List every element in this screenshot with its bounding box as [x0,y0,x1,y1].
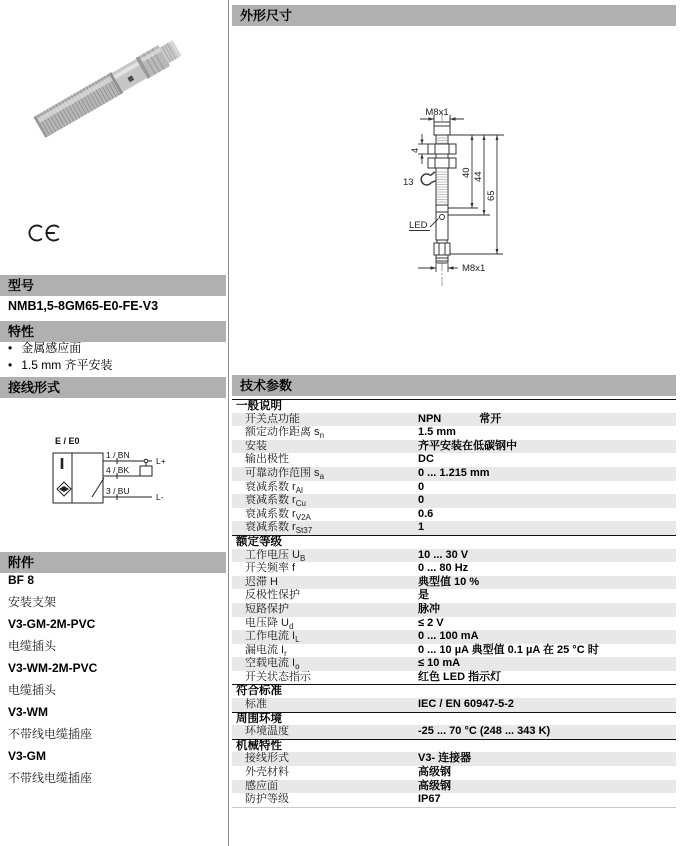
row-label-subscript: St37 [295,526,313,535]
row-label-subscript: Cu [295,499,306,508]
connection-section-header: 接线形式 [0,377,226,398]
table-row [232,426,676,440]
row-label-subscript: L [295,635,300,644]
table-row [232,617,676,631]
table-row [232,521,676,535]
table-row [232,657,676,671]
accessory-description: 电缆插头 [8,683,57,697]
row-value: 典型值 10 % [418,575,480,588]
table-row [232,603,676,617]
accessory-model: V3-GM-2M-PVC [8,617,96,631]
row-label: 感应面 [245,779,278,792]
row-label-subscript: r [284,648,287,658]
row-value: -25 ... 70 °C (248 ... 343 K) [418,725,551,738]
row-value: ≤ 10 mA [418,657,461,670]
table-row [232,440,676,454]
row-label-subscript: V2A [295,512,311,522]
row-label: 反极性保护 [245,589,300,602]
dim-40-label: 40 [461,167,472,178]
accessory-model: V3-GM [8,749,47,763]
right-column [232,0,676,846]
row-value: 脉冲 [418,602,440,615]
table-row [232,671,676,685]
model-section-header: 型号 [0,275,226,296]
row-label: 额定动作距离 $s_n$ [245,426,325,440]
table-row [232,780,676,794]
row-label: 可靠动作范围 $s_a$ [245,466,325,481]
dim-nut-height-label: 4 [410,147,420,153]
row-label: 工作电流 $I_L$ [245,630,300,644]
row-value: 0 ... 10 µA 典型值 0.1 µA 在 25 °C 时 [418,643,599,656]
row-value: 0 [418,494,425,507]
wiring-variant-label: E / E0 [55,436,80,446]
features-list [8,340,113,374]
accessories-list [8,571,97,786]
feature-item: • 1.5 mm 齐平安装 [8,357,113,374]
row-label: 工作电压 $U_B$ [245,548,306,563]
table-row [232,467,676,481]
dim-wrench-size-label: 13 [403,177,414,188]
table-row [232,725,676,739]
row-label: 环境温度 [245,725,289,738]
dim-thread-bottom-label: M8x1 [462,263,486,274]
table-row [232,752,676,766]
row-label: 空载电流 $I_o$ [245,657,300,671]
row-value: IEC / EN 60947-5-2 [418,698,514,711]
row-label-subscript: B [300,553,306,563]
wire-pin3-label: 3 / BU [106,486,130,496]
tech-table [232,399,676,808]
ce-mark-icon [28,224,68,243]
row-label: 衰减系数 $r_{St37}$ [245,521,313,535]
row-value: 高级钢 [418,766,451,779]
row-label: 接线形式 [245,752,289,765]
table-row [232,766,676,780]
accessory-model: V3-WM-2M-PVC [8,661,98,675]
feature-item: • 金属感应面 [8,340,113,357]
tech-subsection-title: 机械特性 [232,739,676,753]
row-label: 开关频率 f [245,562,296,575]
row-value: DC [418,453,434,466]
row-value: IP67 [418,793,441,806]
row-value: 1 [418,521,425,534]
row-value: 高级钢 [418,779,451,792]
table-row [232,562,676,576]
accessory-description: 安装支架 [8,595,57,609]
dim-thread-top-label: M8x1 [425,107,449,118]
model-number: NMB1,5-8GM65-E0-FE-V3 [8,299,159,313]
row-value-secondary: 常开 [479,412,502,425]
table-row [232,644,676,658]
accessory-model: BF 8 [8,573,35,587]
row-value: 红色 LED 指示灯 [418,670,502,683]
row-label: 短路保护 [245,602,289,615]
row-value: V3- 连接器 [418,752,472,765]
tech-subsection-title: 周围环境 [232,712,676,726]
column-divider [228,0,229,846]
row-value: NPN 常开 [418,412,502,425]
row-label-subscript: d [289,621,294,631]
row-label: 电压降 $U_d$ [245,616,294,631]
table-row [232,793,676,807]
features-section-header: 特性 [0,321,226,342]
row-value: 0 [418,480,425,493]
row-value: 齐平安装在低碳钢中 [418,439,517,452]
row-label: 外壳材料 [245,766,289,779]
dim-44-label: 44 [473,171,484,182]
row-label: 标准 [245,698,267,711]
dimensions-section-header: 外形尺寸 [232,5,676,26]
dim-led-label: LED [409,220,428,231]
wire-pin1-label: 1 / BN [106,450,130,460]
table-row [232,413,676,427]
accessories-section-header: 附件 [0,552,226,573]
accessory-description: 不带线电缆插座 [8,771,93,785]
wire-pin4-label: 4 / BK [106,465,130,475]
row-value: ≤ 2 V [418,616,444,629]
product-photo [26,36,190,140]
rail-negative-label: L- [156,492,164,502]
table-row [232,589,676,603]
row-value: 0 ... 1.215 mm [418,466,490,479]
wiring-diagram [40,430,210,512]
accessory-description: 不带线电缆插座 [8,727,93,741]
accessory-description: 电缆插头 [8,639,57,653]
row-label-subscript: o [295,662,300,671]
tech-subsection-title: 额定等级 [232,535,676,549]
dim-65-label: 65 [486,190,497,201]
row-label: 衰减系数 $r_{Cu}$ [245,494,306,508]
table-row [232,576,676,590]
row-label: 防护等级 [245,793,289,806]
row-label: 衰减系数 $r_{V2A}$ [245,507,311,522]
row-label: 漏电流 $I_r$ [245,643,287,658]
table-row [232,494,676,508]
table-row [232,508,676,522]
technical-parameters [232,375,676,808]
table-row [232,630,676,644]
dimension-drawing [232,100,532,295]
row-label-subscript: n [319,431,325,440]
row-value: 0.6 [418,507,434,520]
row-label: 开关状态指示 [245,670,311,683]
row-label: 开关点功能 [245,412,300,425]
table-row [232,481,676,495]
wrench-icon [421,172,436,185]
tech-section-header: 技术参数 [232,375,676,396]
left-column [0,0,228,846]
row-label: 安装 [245,439,267,452]
tech-subsection-title: 一般说明 [232,399,676,413]
table-row [232,698,676,712]
row-label: 衰减系数 $r_{Al}$ [245,480,303,495]
row-value: 是 [418,589,429,602]
row-label-subscript: Al [295,485,303,495]
rail-positive-label: L+ [156,456,166,466]
table-row [232,453,676,467]
row-label: 迟滞 H [245,575,278,588]
row-value: 0 ... 80 Hz [418,562,469,575]
accessory-model: V3-WM [8,705,48,719]
row-label-subscript: a [319,472,325,481]
row-value: 1.5 mm [418,426,456,439]
row-value: 0 ... 100 mA [418,630,479,643]
tech-subsection-title: 符合标准 [232,684,676,698]
row-label: 输出极性 [245,453,289,466]
table-row [232,549,676,563]
row-value: 10 ... 30 V [418,548,469,561]
